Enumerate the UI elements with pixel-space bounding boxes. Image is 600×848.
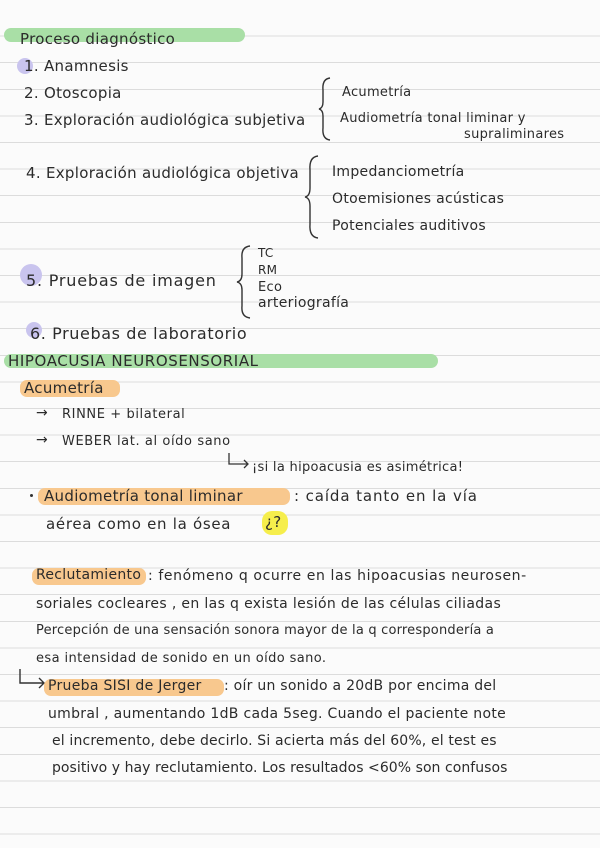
objetiva-item: Impedanciometría <box>332 164 465 180</box>
objetiva-item: Otoemisiones acústicas <box>332 191 505 207</box>
reclutamiento-text: soriales cocleares , en las q exista lesión de las células ciliadas <box>36 596 502 612</box>
reclutamiento-label: Reclutamiento <box>36 567 142 583</box>
list-item: 3. Exploración audiológica subjetiva <box>24 111 306 129</box>
imagen-item: TC <box>258 246 274 260</box>
list-item: 6. Pruebas de laboratorio <box>30 324 248 343</box>
bullet-dot <box>30 494 33 497</box>
reclutamiento-text: : fenómeno q ocurre en las hipoacusias neurosen- <box>148 568 527 584</box>
sisi-text: el incremento, debe decirlo. Si acierta más del 60%, el test es <box>52 733 497 749</box>
acumetria-label: Acumetría <box>24 379 104 397</box>
subjetiva-item: Acumetría <box>342 85 412 100</box>
sisi-text: umbral , aumentando 1dB cada 5seg. Cuando el paciente note <box>48 706 507 722</box>
imagen-item: RM <box>258 263 278 277</box>
arrow-right-icon: → <box>36 405 48 421</box>
curly-brace-icon <box>318 76 332 142</box>
objetiva-item: Potenciales auditivos <box>332 218 486 234</box>
question-mark: ¿? <box>265 513 282 531</box>
section-title-proceso: Proceso diagnóstico <box>20 30 176 48</box>
audiometria-label: Audiometría tonal liminar <box>44 487 243 505</box>
list-item: 4. Exploración audiológica objetiva <box>26 164 300 182</box>
audiometria-text: aérea como en la ósea <box>46 515 232 533</box>
subjetiva-item: supraliminares <box>464 127 565 142</box>
weber-note: ¡si la hipoacusia es asimétrica! <box>252 460 464 475</box>
list-item: 2. Otoscopia <box>24 84 122 102</box>
audiometria-text: : caída tanto en la vía <box>294 487 478 505</box>
section-title-hipoacusia: HIPOACUSIA NEUROSENSORIAL <box>8 352 259 370</box>
curly-brace-icon <box>304 154 320 240</box>
hook-arrow-icon <box>226 452 252 470</box>
imagen-item: Eco <box>258 280 283 295</box>
list-item: 5. Pruebas de imagen <box>26 271 217 290</box>
imagen-item: arteriografía <box>258 295 350 311</box>
sisi-text: positivo y hay reclutamiento. Los resultados <60% son confusos <box>52 760 508 776</box>
reclutamiento-text: esa intensidad de sonido en un oído sano. <box>36 651 327 666</box>
sisi-text: : oír un sonido a 20dB por encima del <box>224 678 497 694</box>
rinne-text: RINNE + bilateral <box>62 407 186 422</box>
curly-brace-icon <box>236 244 252 320</box>
sisi-label: Prueba SISI de Jerger <box>48 678 202 694</box>
weber-text: WEBER lat. al oído sano <box>62 434 231 449</box>
subjetiva-item: Audiometría tonal liminar y <box>340 111 526 126</box>
arrow-right-icon: → <box>36 432 48 448</box>
reclutamiento-text: Percepción de una sensación sonora mayor de la q correspondería a <box>36 623 495 638</box>
list-item: 1. Anamnesis <box>24 57 129 75</box>
